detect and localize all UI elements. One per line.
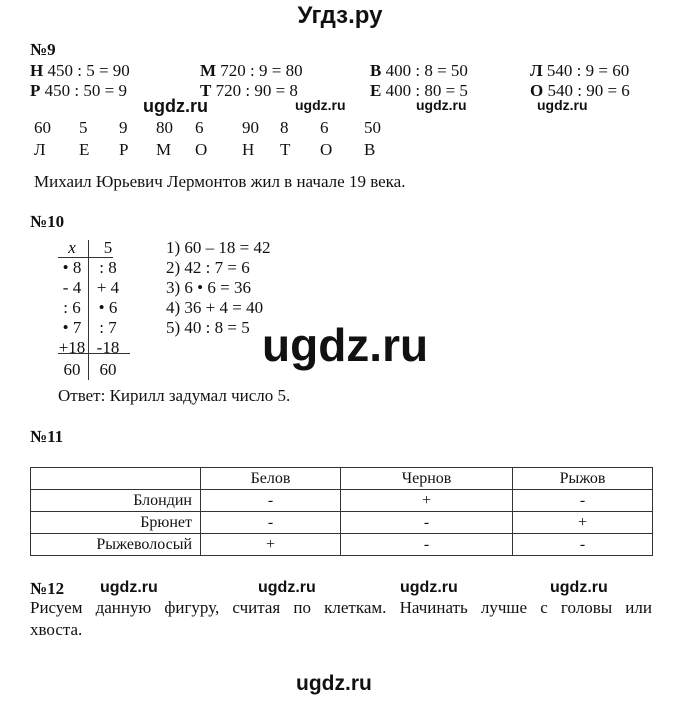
number: 9 [119, 118, 128, 137]
table-right-cell: -18 [96, 338, 120, 357]
table-row [31, 534, 653, 556]
letter: О [320, 140, 333, 159]
table-right-cell: : 8 [99, 258, 117, 277]
table-right-cell: 5 [103, 238, 113, 257]
equation [200, 61, 303, 81]
equation-expr: 450 : 50 = 9 [44, 81, 127, 100]
table-left-cell: x [68, 238, 76, 257]
equation-expr: 720 : 9 = 80 [220, 61, 303, 80]
table-row [31, 468, 653, 490]
number: 6 [195, 118, 204, 137]
equation-expr: 540 : 90 = 6 [547, 81, 630, 100]
task-11-table [30, 467, 653, 556]
table-cell: - [341, 534, 513, 556]
step: 4) 36 + 4 = 40 [166, 298, 264, 317]
letter: Л [34, 140, 46, 159]
step: 5) 40 : 8 = 5 [166, 318, 250, 337]
step: 1) 60 – 18 = 42 [166, 238, 271, 257]
table-cell: - [201, 512, 341, 534]
equation [30, 61, 130, 81]
watermark: ugdz.ru [537, 97, 588, 113]
step: 3) 6 • 6 = 36 [166, 278, 251, 297]
task-9-heading: №9 [30, 40, 56, 59]
table-right-cell: + 4 [96, 278, 120, 297]
table-cell: + [201, 534, 341, 556]
number: 80 [156, 118, 173, 137]
table-left-cell: • 7 [62, 318, 82, 337]
equation-letter: Е [370, 81, 382, 100]
table-cell: + [341, 490, 513, 512]
table-cell: Рыжов [513, 468, 653, 490]
task-12-line-1: Рисуем данную фигуру, считая по клеткам. Начинать лучше с головы или [30, 598, 652, 617]
watermark: ugdz.ru [258, 579, 316, 596]
number: 6 [320, 118, 329, 137]
number: 8 [280, 118, 289, 137]
watermark: ugdz.ru [416, 97, 467, 113]
task-9-sentence: Михаил Юрьевич Лермонтов жил в начале 19 века. [34, 172, 406, 191]
task-10-heading: №10 [30, 212, 65, 231]
table-cell: - [513, 490, 653, 512]
equation-letter: Л [530, 61, 543, 80]
letter: В [364, 140, 376, 159]
table-left-cell: +18 [58, 338, 86, 357]
table-cell: + [513, 512, 653, 534]
table-cell: Белов [201, 468, 341, 490]
task-12-line-2: хвоста. [30, 620, 83, 639]
task-11-heading: №11 [30, 427, 64, 446]
watermark-bottom: ugdz.ru [296, 672, 372, 695]
equation [370, 61, 468, 81]
equation-letter: М [200, 61, 217, 80]
watermark-large: ugdz.ru [262, 319, 429, 371]
letter: Н [242, 140, 255, 159]
table-left-cell: 60 [63, 360, 81, 379]
equation-expr: 400 : 8 = 50 [385, 61, 468, 80]
table-cell: Блондин [31, 490, 201, 512]
equation [200, 81, 298, 101]
equation-expr: 540 : 9 = 60 [546, 61, 630, 80]
equation-expr: 720 : 90 = 8 [215, 81, 298, 100]
table-cell: - [341, 512, 513, 534]
equation-letter: О [530, 81, 544, 100]
table-row [31, 512, 653, 534]
step: 2) 42 : 7 = 6 [166, 258, 250, 277]
equation-letter: В [370, 61, 382, 80]
table-left-cell: - 4 [62, 278, 82, 297]
table-right-cell: • 6 [98, 298, 118, 317]
letter: Т [280, 140, 291, 159]
watermark: ugdz.ru [550, 579, 608, 596]
equation-letter: Н [30, 61, 44, 80]
equation [530, 61, 629, 81]
letter: О [195, 140, 208, 159]
table-right-cell: 60 [99, 360, 117, 379]
watermark: ugdz.ru [400, 579, 458, 596]
table-cell [31, 468, 201, 490]
table-cell: Чернов [341, 468, 513, 490]
number: 5 [79, 118, 88, 137]
task-10-answer: Ответ: Кирилл задумал число 5. [58, 386, 291, 405]
table-row [31, 490, 653, 512]
table-cell: - [201, 490, 341, 512]
equation-letter: Т [200, 81, 212, 100]
number: 50 [364, 118, 381, 137]
table-cell: Рыжеволосый [31, 534, 201, 556]
watermark: ugdz.ru [295, 97, 346, 113]
number: 90 [242, 118, 259, 137]
equation-expr: 450 : 5 = 90 [47, 61, 130, 80]
task-12-heading: №12 [30, 579, 65, 598]
watermark: ugdz.ru [100, 579, 158, 596]
equation-letter: Р [30, 81, 41, 100]
site-title: Угдз.ру [297, 2, 383, 29]
table-right-cell: : 7 [99, 318, 117, 337]
watermark: ugdz.ru [143, 96, 208, 116]
letter: Р [119, 140, 129, 159]
table-left-cell: • 8 [62, 258, 82, 277]
number: 60 [34, 118, 51, 137]
equation [30, 81, 127, 101]
letter: М [156, 140, 172, 159]
table-left-cell: : 6 [63, 298, 81, 317]
table-cell: Брюнет [31, 512, 201, 534]
equation-expr: 400 : 80 = 5 [385, 81, 468, 100]
letter: Е [79, 140, 90, 159]
table-cell: - [513, 534, 653, 556]
